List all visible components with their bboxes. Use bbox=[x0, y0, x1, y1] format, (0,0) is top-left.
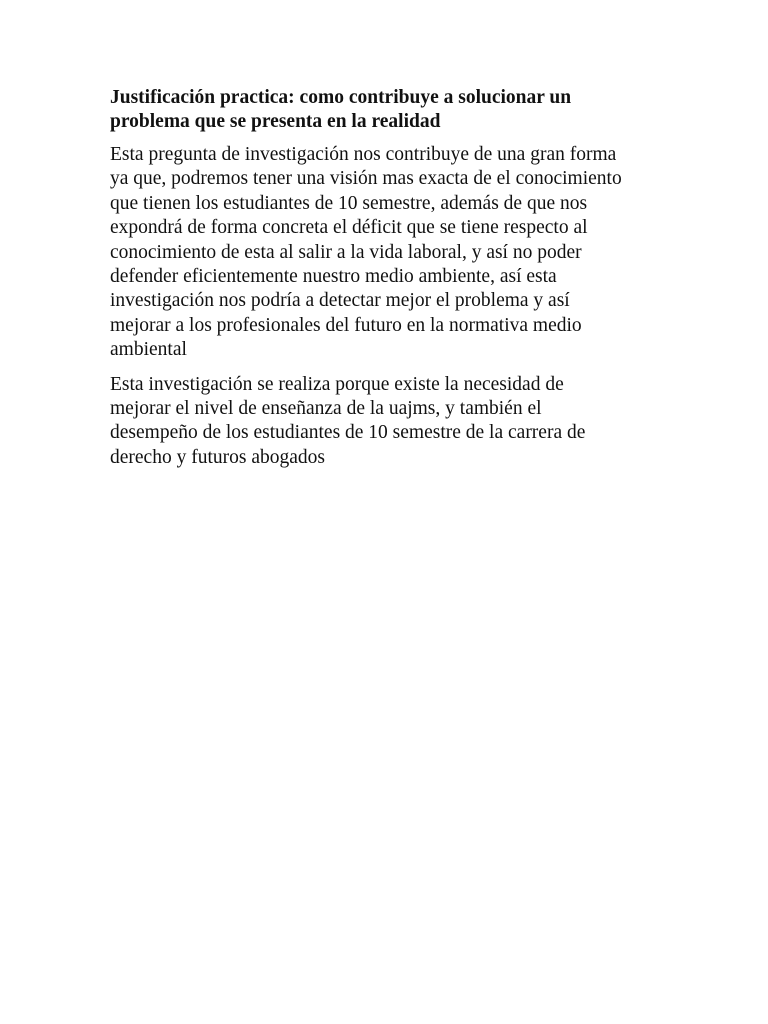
paragraph-line: Esta pregunta de investigación nos contribuye de una gran forma bbox=[110, 144, 617, 165]
paragraph-line: mejorar a los profesionales del futuro en la normativa medio bbox=[110, 314, 582, 336]
paragraph-line: mejorar el nivel de enseñanza de la uajms, y también el bbox=[110, 398, 542, 420]
heading-line: problema que se presenta en la realidad bbox=[110, 111, 441, 132]
paragraph-line: expondrá de forma concreta el déficit que se tiene respecto al bbox=[110, 217, 588, 239]
paragraph-line: ya que, podremos tener una visión mas exacta de el conocimiento bbox=[110, 168, 622, 190]
paragraph-research-reason bbox=[110, 373, 670, 471]
paragraph-practical-justification bbox=[110, 143, 670, 363]
paragraph-line: Esta investigación se realiza porque existe la necesidad de bbox=[110, 373, 564, 395]
document-body bbox=[110, 86, 670, 480]
paragraph-line: investigación nos podría a detectar mejor el problema y así bbox=[110, 290, 570, 312]
paragraph-line: derecho y futuros abogados bbox=[110, 446, 325, 468]
section-heading bbox=[110, 86, 670, 134]
heading-line: Justificación practica: como contribuye a solucionar un bbox=[110, 87, 572, 108]
paragraph-line: defender eficientemente nuestro medio ambiente, así esta bbox=[110, 266, 557, 288]
paragraph-line: que tienen los estudiantes de 10 semestre, además de que nos bbox=[110, 192, 588, 214]
paragraph-line: conocimiento de esta al salir a la vida laboral, y así no poder bbox=[110, 241, 582, 263]
paragraph-line: desempeño de los estudiantes de 10 semestre de la carrera de bbox=[110, 422, 586, 444]
paragraph-line: ambiental bbox=[110, 339, 187, 361]
